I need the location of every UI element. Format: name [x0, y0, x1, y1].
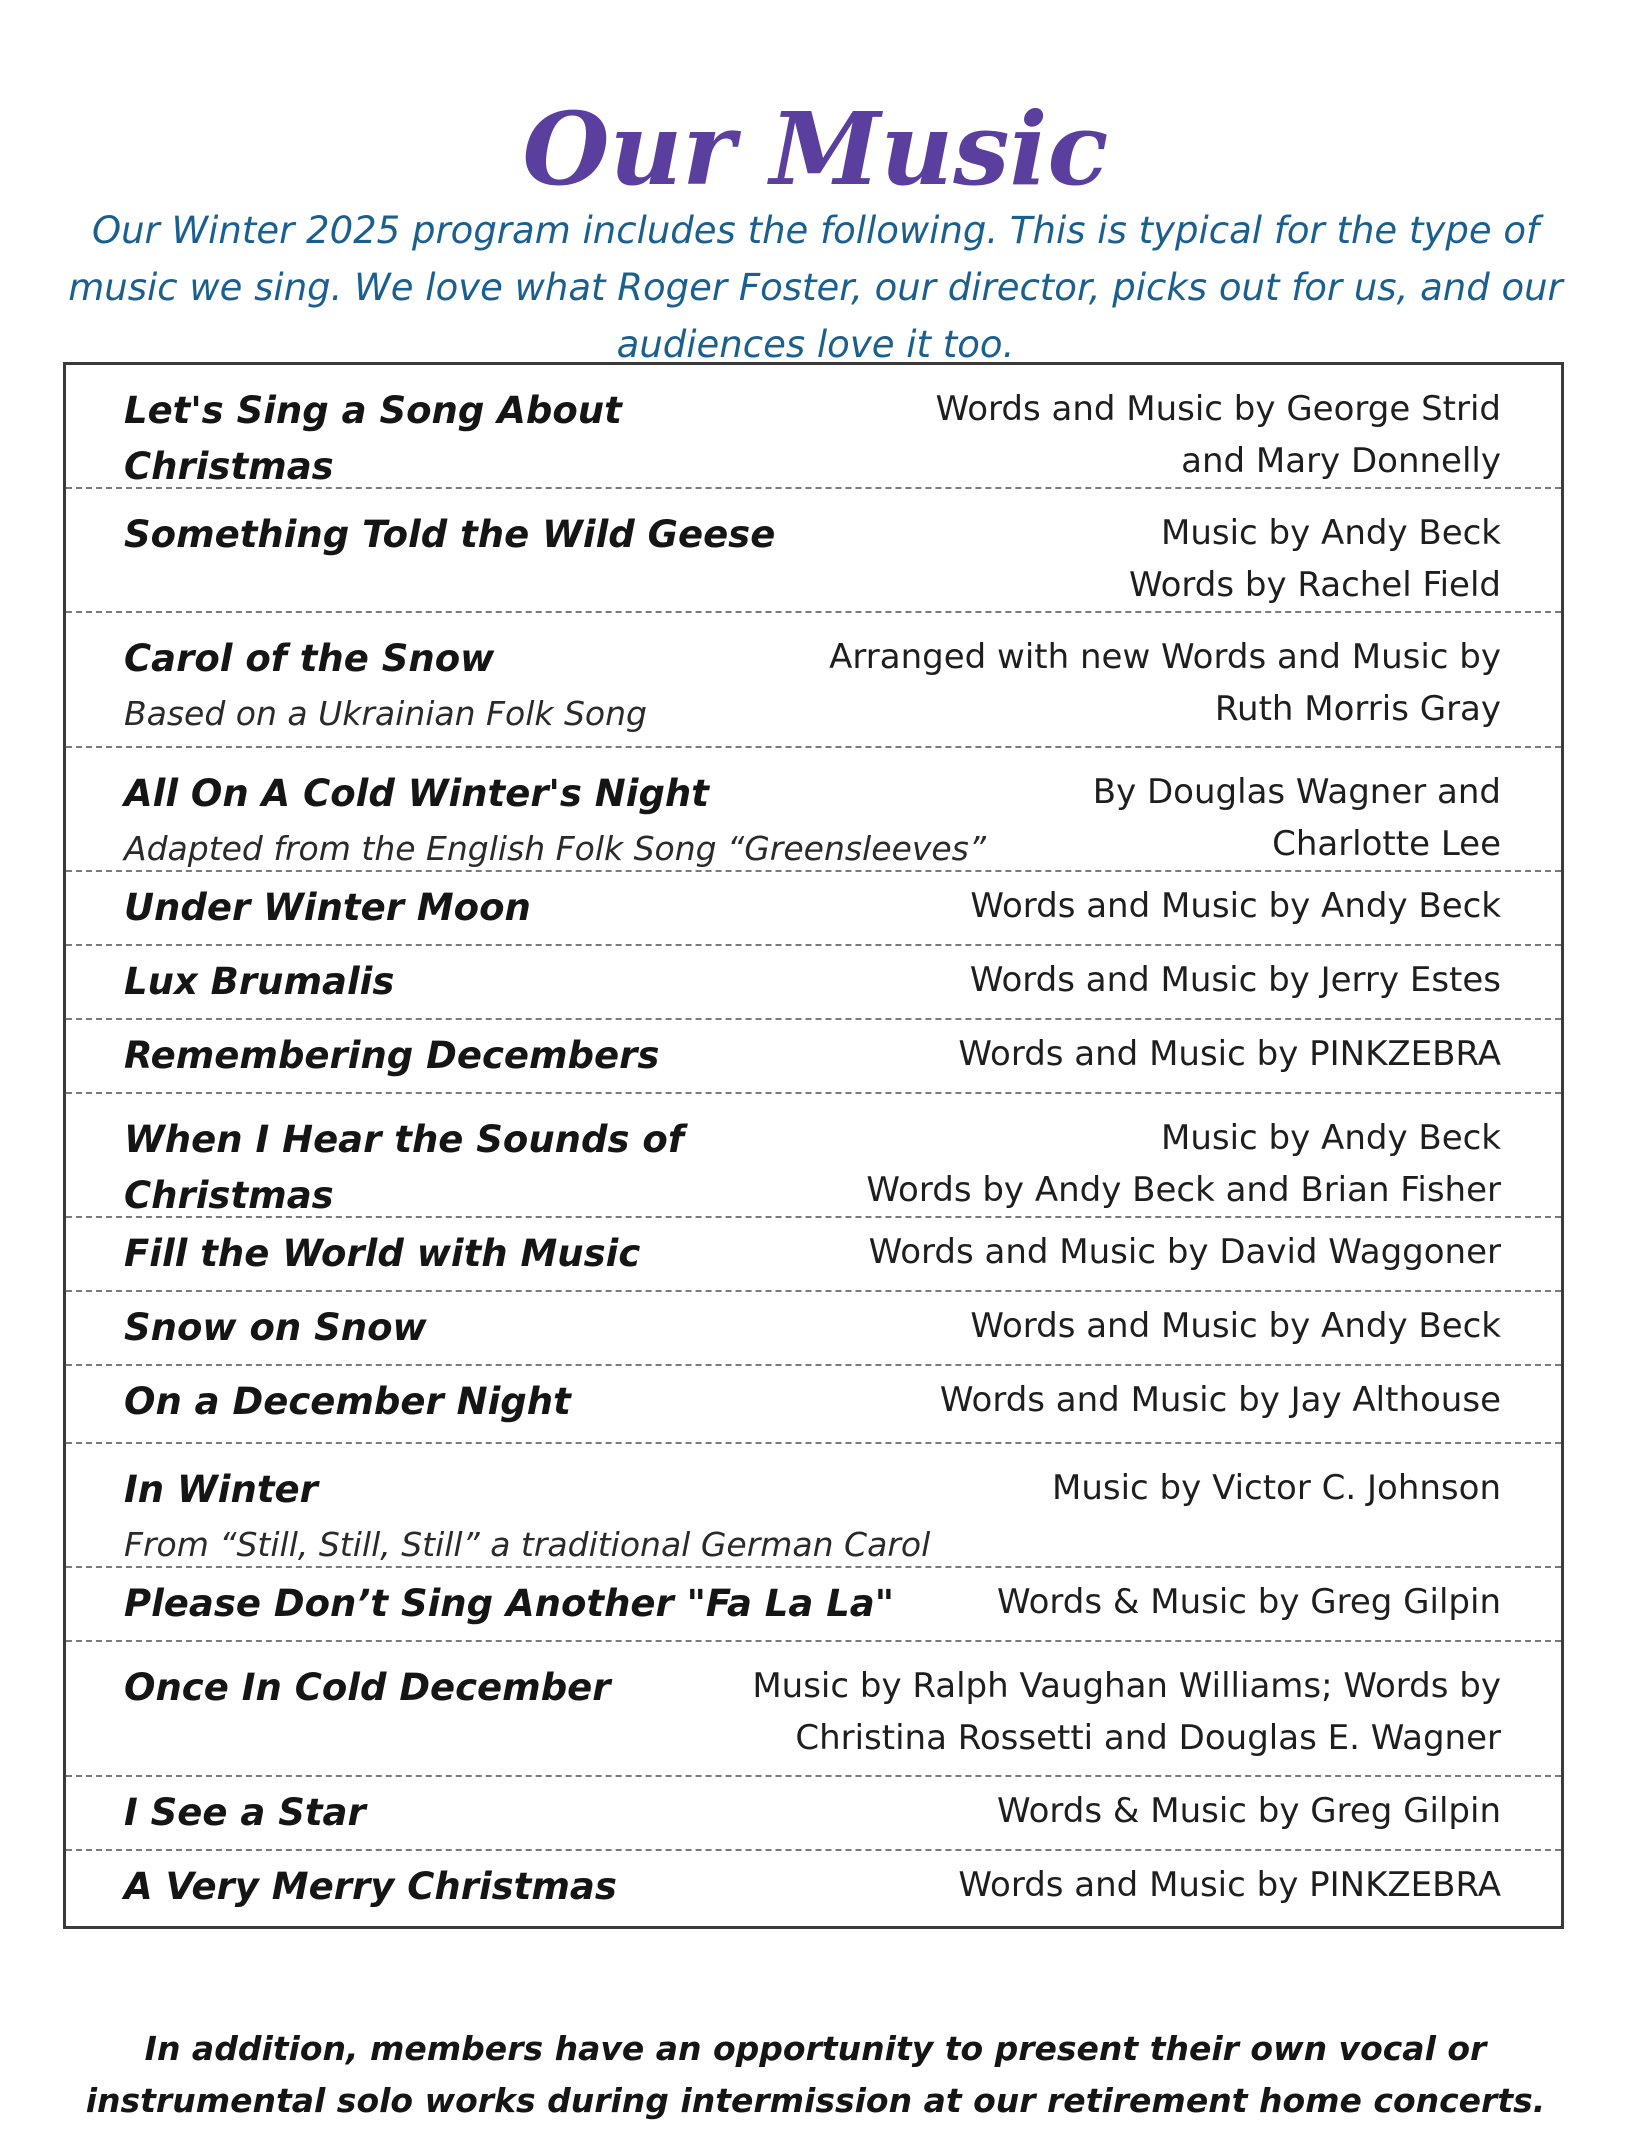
song-subtitle: Based on a Ukrainian Folk Song — [124, 694, 647, 733]
song-title: When I Hear the Sounds of Christmas — [124, 1118, 684, 1217]
song-row — [66, 1642, 1561, 1777]
song-title: Let's Sing a Song About Christmas — [124, 389, 622, 488]
song-title: Lux Brumalis — [124, 960, 395, 1003]
song-credit: Words and Music by Jay Althouse — [939, 1380, 1501, 1420]
song-credit: Music by Ralph Vaughan Williams; Words by Christina Rossetti and Douglas E. Wagner — [752, 1666, 1501, 1758]
song-cell — [124, 1576, 924, 1632]
song-table — [63, 362, 1564, 1929]
song-row — [66, 613, 1561, 748]
song-title: Carol of the Snow — [124, 637, 495, 680]
song-subtitle: Adapted from the English Folk Song “Greensleeves” — [124, 829, 986, 868]
song-cell — [124, 1660, 724, 1716]
song-credit: Words & Music by Greg Gilpin — [997, 1582, 1501, 1622]
song-credit: Words and Music by Andy Beck — [970, 886, 1501, 926]
song-title: Once In Cold December — [124, 1666, 611, 1709]
song-row — [66, 1020, 1561, 1094]
song-credit: Arranged with new Words and Music by Ruth Morris Gray — [829, 637, 1501, 729]
song-title: Remembering Decembers — [124, 1034, 660, 1077]
page-title: Our Music — [522, 90, 1109, 208]
song-row — [66, 1366, 1561, 1444]
song-credit: Music by Victor C. Johnson — [1052, 1468, 1501, 1508]
song-cell — [124, 766, 1024, 876]
song-credit: Words and Music by Jerry Estes — [969, 960, 1501, 1000]
song-title: A Very Merry Christmas — [124, 1865, 617, 1908]
song-title: Please Don’t Sing Another "Fa La La" — [124, 1582, 895, 1625]
song-title: I See a Star — [124, 1791, 366, 1834]
footer-note: In addition, members have an opportunity to present their own vocal or instrumental solo works during intermission at our retirement home concerts. — [85, 2029, 1546, 2120]
song-credit: Words & Music by Greg Gilpin — [997, 1791, 1501, 1831]
song-credit: Words and Music by PINKZEBRA — [958, 1034, 1501, 1074]
song-title: On a December Night — [124, 1380, 571, 1423]
song-title: Snow on Snow — [124, 1306, 427, 1349]
song-credit: Words and Music by PINKZEBRA — [958, 1865, 1501, 1905]
song-title: In Winter — [124, 1468, 318, 1511]
song-title: Something Told the Wild Geese — [124, 513, 776, 556]
song-row — [66, 946, 1561, 1020]
song-row — [66, 1444, 1561, 1568]
song-title: Fill the World with Music — [124, 1232, 641, 1275]
song-cell — [124, 1112, 704, 1224]
song-title: All On A Cold Winter's Night — [124, 772, 709, 815]
song-credit: Words and Music by George Strid and Mary Donnelly — [935, 389, 1501, 481]
song-credit: Music by Andy Beck Words by Andy Beck and Brian Fisher — [866, 1118, 1501, 1210]
song-row — [66, 872, 1561, 946]
song-credit: By Douglas Wagner and Charlotte Lee — [1092, 772, 1501, 864]
song-row — [66, 1568, 1561, 1642]
song-row — [66, 1218, 1561, 1292]
song-subtitle: From “Still, Still, Still” a traditional German Carol — [124, 1525, 931, 1564]
song-row — [66, 1777, 1561, 1851]
song-row — [66, 489, 1561, 613]
song-row — [66, 1851, 1561, 1929]
song-row — [66, 1094, 1561, 1218]
song-row — [66, 365, 1561, 489]
song-cell — [124, 1462, 1024, 1572]
song-row — [66, 1292, 1561, 1366]
song-credit: Words and Music by David Waggoner — [868, 1232, 1501, 1272]
song-credit: Words and Music by Andy Beck — [970, 1306, 1501, 1346]
song-title: Under Winter Moon — [124, 886, 531, 929]
song-credit: Music by Andy Beck Words by Rachel Field — [1128, 513, 1501, 605]
song-row — [66, 748, 1561, 872]
intro-text: Our Winter 2025 program includes the following. This is typical for the type of music we sing. We love what Roger Foster, our director, picks out for us, and our audiences love it too. — [68, 209, 1563, 366]
